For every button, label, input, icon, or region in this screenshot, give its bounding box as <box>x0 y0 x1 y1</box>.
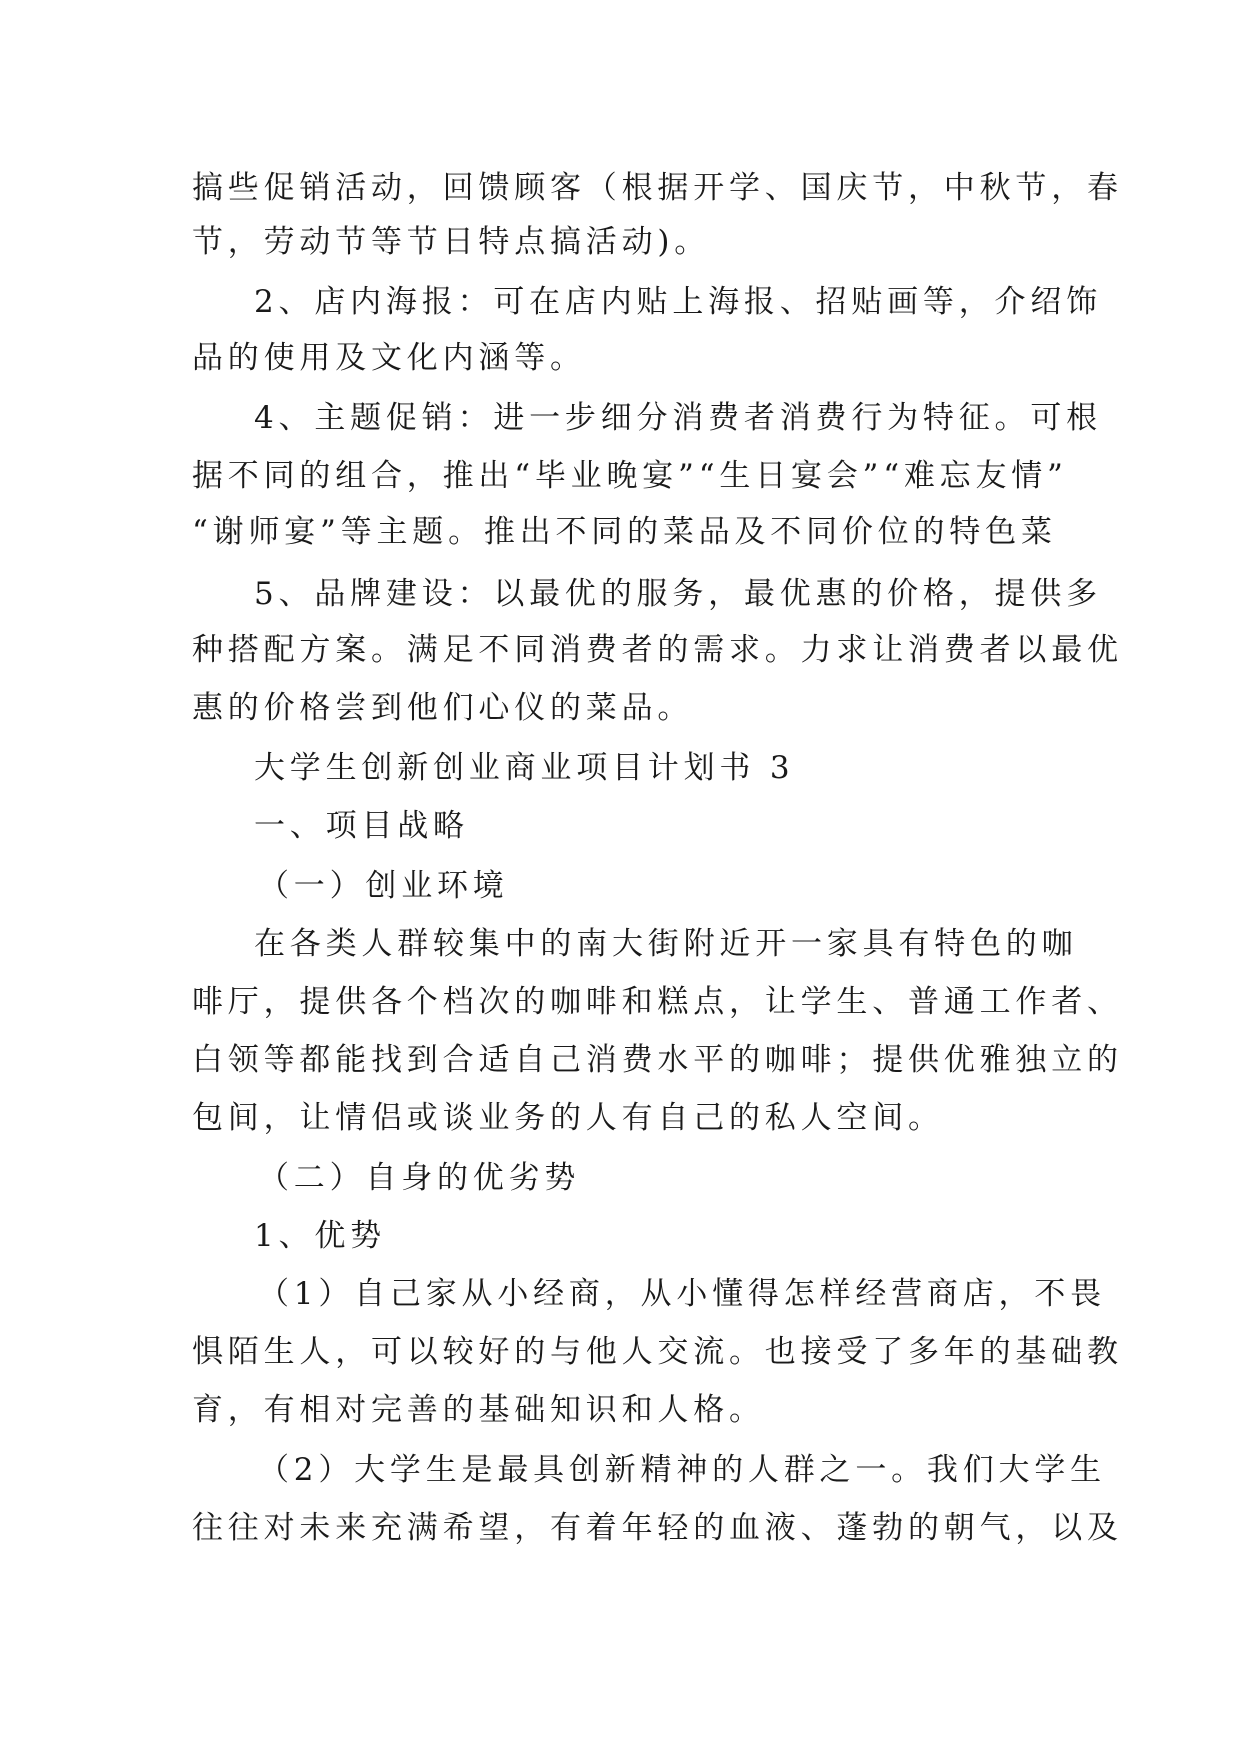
text-line: 惠的价格尝到他们心仪的菜品。 <box>192 690 694 726</box>
text-line: 2、店内海报：可在店内贴上海报、招贴画等，介绍饰 <box>254 284 1102 320</box>
text-line: 育，有相对完善的基础知识和人格。 <box>192 1392 765 1428</box>
text-line: 节，劳动节等节日特点搞活动)。 <box>192 224 711 260</box>
text-line: 往往对未来充满希望，有着年轻的血液、蓬勃的朝气，以及 <box>192 1510 1123 1546</box>
text-line: 白领等都能找到合适自己消费水平的咖啡；提供优雅独立的 <box>192 1042 1123 1078</box>
text-line: 惧陌生人，可以较好的与他人交流。也接受了多年的基础教 <box>192 1334 1123 1370</box>
text-line: 啡厅，提供各个档次的咖啡和糕点，让学生、普通工作者、 <box>192 984 1123 1020</box>
text-line: 搞些促销活动，回馈顾客（根据开学、国庆节，中秋节，春 <box>192 170 1123 206</box>
text-line: （2）大学生是最具创新精神的人群之一。我们大学生 <box>258 1452 1106 1488</box>
subheading: 1、优势 <box>254 1218 386 1254</box>
text-line: 在各类人群较集中的南大街附近开一家具有特色的咖 <box>254 926 1078 962</box>
subheading: （一）创业环境 <box>258 868 509 904</box>
subheading: （二）自身的优劣势 <box>258 1160 581 1196</box>
heading: 一、项目战略 <box>254 808 469 844</box>
text-line: “谢师宴”等主题。推出不同的菜品及不同价位的特色菜 <box>192 514 1057 550</box>
text-line: 5、品牌建设：以最优的服务，最优惠的价格，提供多 <box>254 576 1102 612</box>
text-line: 据不同的组合，推出“毕业晚宴”“生日宴会”“难忘友情” <box>192 458 1068 494</box>
text-line: （1）自己家从小经商，从小懂得怎样经营商店，不畏 <box>258 1276 1106 1312</box>
text-line: 4、主题促销：进一步细分消费者消费行为特征。可根 <box>254 400 1102 436</box>
text-line: 包间，让情侣或谈业务的人有自己的私人空间。 <box>192 1100 944 1136</box>
section-title: 大学生创新创业商业项目计划书 3 <box>254 750 795 786</box>
text-line: 品的使用及文化内涵等。 <box>192 340 586 376</box>
text-line: 种搭配方案。满足不同消费者的需求。力求让消费者以最优 <box>192 632 1123 668</box>
